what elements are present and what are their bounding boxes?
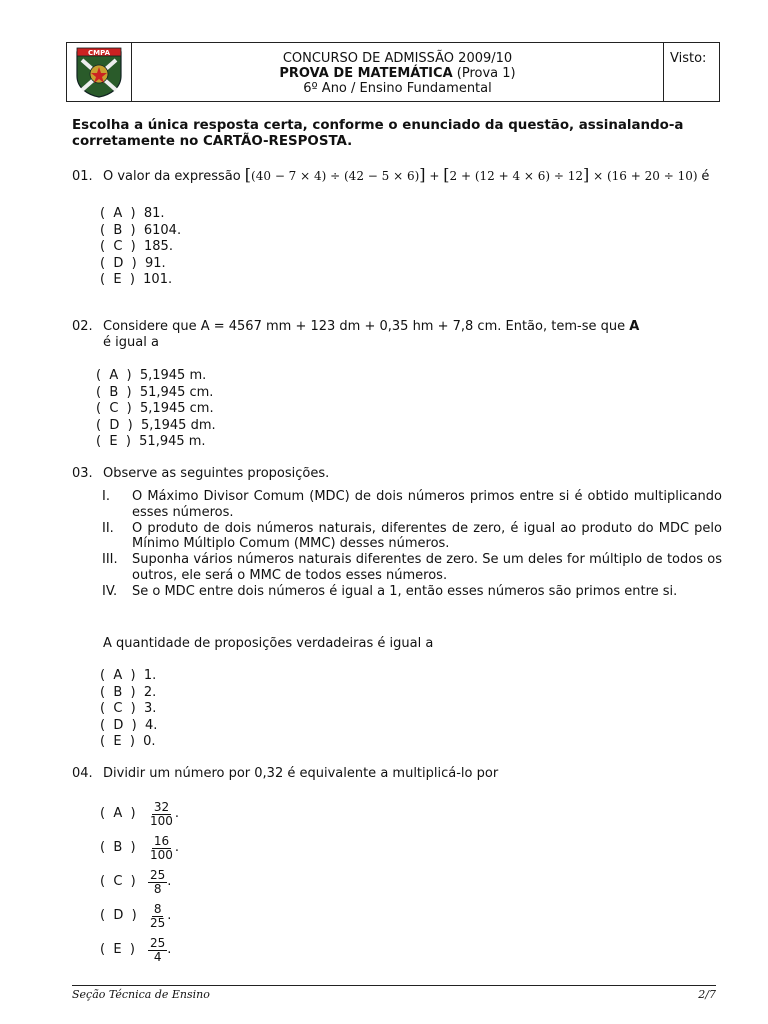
option-e[interactable]: ( E ) $\frac{25}{4}$ . [100, 935, 172, 964]
contest-title: CONCURSO DE ADMISSÃO 2009/10 [282, 51, 513, 66]
question-02-options [96, 368, 216, 451]
footer-section: Seção Técnica de Ensino [72, 988, 210, 1001]
question-number: 04. [72, 766, 93, 781]
grade-level: 6º Ano / Ensino Fundamental [303, 81, 492, 96]
logo-cell [67, 43, 132, 101]
expression-part-a: (40 − 7 × 4) ÷ (42 − 5 × 6) [251, 169, 420, 183]
expression-plus: + [429, 169, 440, 183]
question-number: 02. [72, 319, 93, 334]
question-number: 03. [72, 466, 93, 481]
option-e[interactable]: ( E ) 51,945 m. [96, 434, 206, 449]
question-text-line2: é igual a [103, 335, 159, 350]
numerator: 8 [153, 901, 162, 916]
proposition-iv [102, 584, 722, 600]
option-b[interactable]: ( B ) 2. [100, 684, 157, 700]
option-label: ( E ) [100, 941, 135, 957]
roman-numeral: III. [102, 552, 118, 568]
math-expression: [(40 − 7 × 4) ÷ (42 − 5 × 6)] + [2 + (12 + 4 × 6) ÷ 12] × (16 + 20 ÷ 10) [244, 165, 698, 184]
expression-part-c: 2 + (12 + 4 × 6) ÷ 12 [449, 169, 584, 183]
question-text: Considere que A = 4567 mm + 123 dm + 0,35 hm + 7,8 cm. Então, tem-se que [103, 319, 626, 334]
proposition-text: Se o MDC entre dois números é igual a 1, então esses números são primos entre si. [132, 583, 678, 599]
fraction [148, 937, 167, 964]
question-03 [72, 466, 722, 482]
fraction [148, 835, 175, 862]
proposition-text: Suponha vários números naturais diferentes de zero. Se um deles for múltiplo de todos os outros, ele será o MMC de todos esses números. [132, 552, 722, 583]
question-text: Observe as seguintes proposições. [103, 466, 330, 481]
visto-cell: Visto: [663, 43, 719, 101]
question-02 [72, 319, 722, 351]
option-d[interactable]: ( D ) $\frac{8}{25}$ . [100, 901, 172, 930]
option-label: ( B ) [100, 839, 136, 855]
option-label: ( D ) [100, 907, 137, 923]
option-e[interactable]: ( E ) 0. [100, 734, 156, 749]
roman-numeral: I. [102, 489, 110, 504]
option-e[interactable]: ( E ) 101. [100, 272, 173, 287]
instructions: Escolha a única resposta certa, conforme o enunciado da questão, assinalando-a corretamente no CARTÃO-RESPOSTA. [72, 118, 684, 149]
numerator: 32 [153, 799, 170, 814]
option-d[interactable]: ( D ) 91. [100, 255, 166, 271]
question-04-options [100, 797, 179, 967]
option-b[interactable]: ( B ) 6104. [100, 222, 182, 238]
denominator: 4 [153, 949, 162, 964]
question-text-end: é [701, 169, 710, 184]
numerator: 16 [153, 833, 170, 848]
option-c[interactable]: ( C ) 5,1945 cm. [96, 401, 214, 416]
option-a[interactable]: ( A ) $\frac{32}{100}$ . [100, 799, 180, 828]
question-03-options [100, 668, 157, 751]
numerator: 25 [150, 935, 166, 950]
proposition-iii [102, 552, 722, 584]
question-01-options [100, 206, 181, 289]
denominator: 8 [153, 881, 162, 896]
option-c[interactable]: ( C ) 185. [100, 239, 173, 254]
option-label: ( C ) [100, 873, 136, 889]
logo-text: CMPA [87, 49, 111, 57]
option-a[interactable]: ( A ) 5,1945 m. [96, 368, 207, 383]
fraction [148, 869, 167, 896]
denominator: 25 [150, 915, 166, 930]
question-text: O valor da expressão [103, 169, 241, 184]
fraction [148, 801, 175, 828]
header-title-cell [132, 43, 663, 101]
proposition-ii [102, 521, 722, 553]
exam-title-rest: (Prova 1) [452, 66, 516, 81]
option-c[interactable]: ( C ) 3. [100, 701, 157, 716]
question-04 [72, 766, 722, 782]
expression-part-d: × (16 + 20 ÷ 10) [593, 169, 698, 183]
option-a[interactable]: ( A ) 81. [100, 206, 165, 221]
exam-title-bold: PROVA DE MATEMÁTICA [279, 66, 453, 81]
option-d[interactable]: ( D ) 4. [100, 717, 158, 733]
option-d[interactable]: ( D ) 5,1945 dm. [96, 417, 216, 433]
roman-numeral: IV. [102, 583, 118, 599]
question-text: Dividir um número por 0,32 é equivalente a multiplicá-lo por [103, 766, 499, 781]
question-01 [72, 167, 722, 185]
question-number: 01. [72, 169, 93, 184]
school-crest-logo [74, 46, 124, 98]
option-b[interactable]: ( B ) 51,945 cm. [96, 384, 214, 400]
option-c[interactable]: ( C ) $\frac{25}{8}$ . [100, 867, 172, 896]
proposition-i [102, 489, 722, 521]
page-number: 2/7 [698, 988, 716, 1001]
proposition-text: O produto de dois números naturais, diferentes de zero, é igual ao produto do MDC pelo Mínimo Múltiplo Comum (MMC) desses números. [132, 520, 722, 552]
fraction [148, 903, 167, 930]
option-a[interactable]: ( A ) 1. [100, 668, 157, 683]
propositions-list [102, 489, 722, 600]
option-label: ( A ) [100, 805, 136, 821]
question-bold-var: A [629, 319, 640, 334]
option-b[interactable]: ( B ) $\frac{16}{100}$ . [100, 833, 180, 862]
exam-title [132, 66, 663, 81]
question-03-prompt: A quantidade de proposições verdadeiras é igual a [103, 636, 434, 651]
denominator: 100 [150, 813, 173, 828]
exam-header [66, 42, 720, 102]
proposition-text: O Máximo Divisor Comum (MDC) de dois números primos entre si é obtido multiplicando esses números. [132, 489, 722, 520]
roman-numeral: II. [102, 520, 114, 536]
numerator: 25 [150, 867, 166, 882]
denominator: 100 [150, 847, 173, 862]
footer-divider [72, 985, 716, 986]
